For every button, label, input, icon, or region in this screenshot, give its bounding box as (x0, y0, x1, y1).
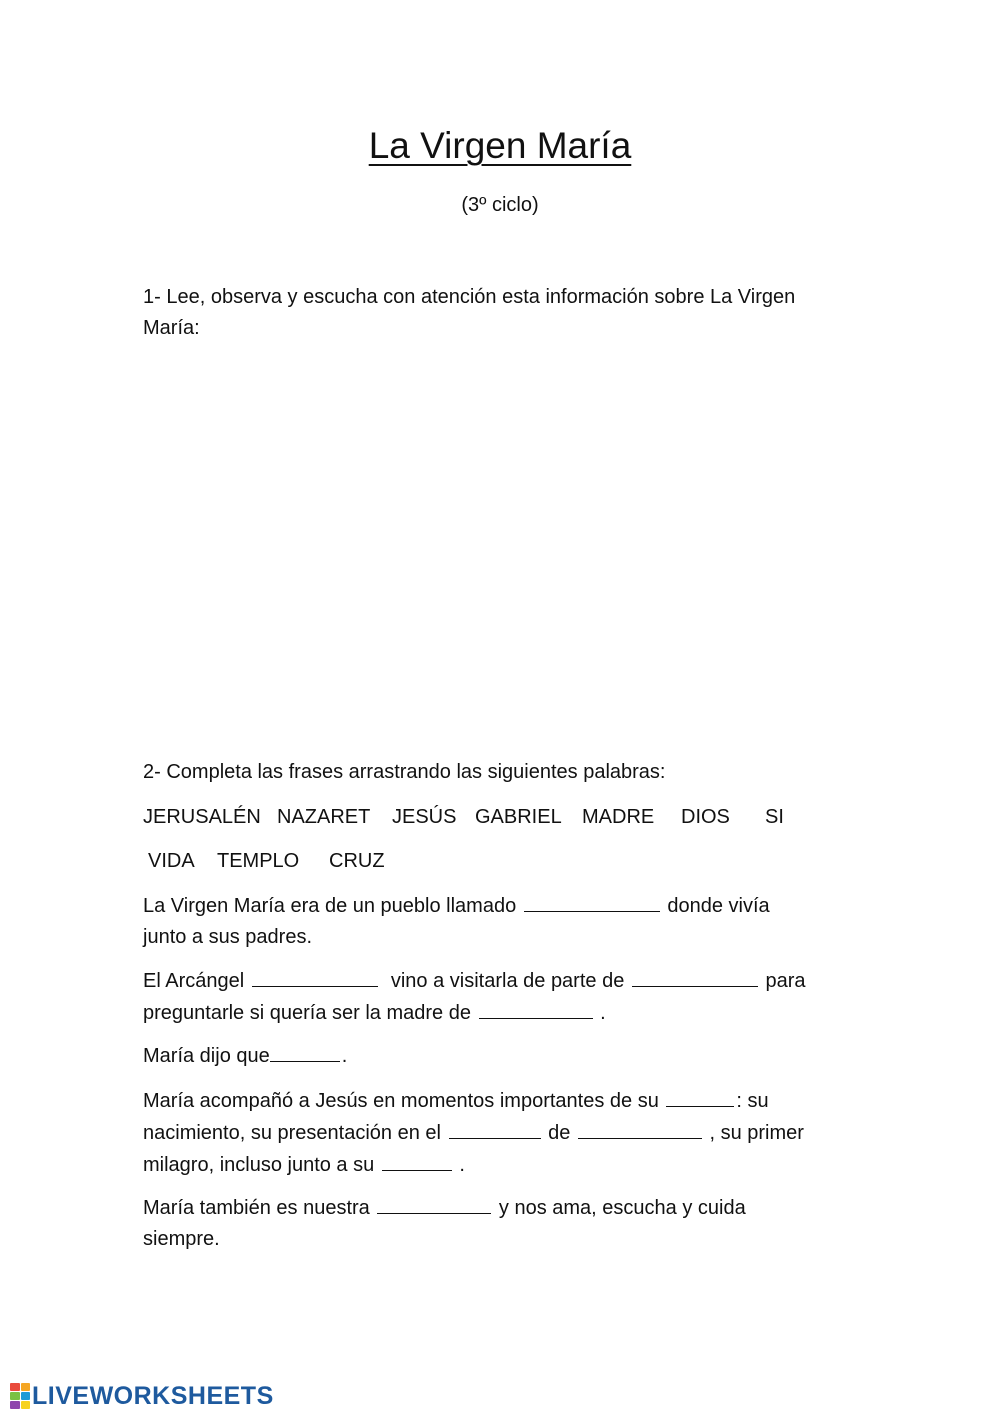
word-chip-templo[interactable]: TEMPLO (217, 850, 300, 872)
sentence-2-text-b: vino a visitarla de parte de (390, 970, 625, 992)
page-subtitle: (3º ciclo) (461, 194, 539, 216)
title-text: La Virgen María (368, 125, 632, 166)
word-chip-vida[interactable]: VIDA (148, 850, 195, 872)
sentence-4-text-g: . (459, 1154, 465, 1176)
sentence-2-text-c: para (765, 970, 806, 992)
blank-madre[interactable] (377, 1192, 491, 1214)
sentence-1-text-a: La Virgen María era de un pueblo llamado (143, 895, 517, 917)
sentence-5-text-a: María también es nuestra (143, 1197, 370, 1219)
word-chip-gabriel[interactable]: GABRIEL (475, 806, 562, 828)
sentence-3-text-a: María dijo que (143, 1045, 270, 1067)
word-chip-nazaret[interactable]: NAZARET (277, 806, 371, 828)
sentence-1-text-c: junto a sus padres. (143, 926, 312, 948)
liveworksheets-brand: LIVEWORKSHEETS (32, 1381, 274, 1410)
blank-si[interactable] (270, 1040, 340, 1062)
blank-cruz[interactable] (382, 1149, 452, 1171)
liveworksheets-logo-icon (10, 1383, 30, 1409)
sentence-2-text-d: preguntarle si quería ser la madre de (143, 1002, 471, 1024)
sentence-4-text-c: nacimiento, su presentación en el (143, 1122, 441, 1144)
blank-gabriel[interactable] (252, 965, 378, 987)
sentence-4-text-a: María acompañó a Jesús en momentos importantes de su (143, 1090, 659, 1112)
blank-jesus[interactable] (479, 997, 593, 1019)
sentence-5-text-b: y nos ama, escucha y cuida (498, 1197, 746, 1219)
word-bank-row-1 (143, 802, 843, 832)
blank-jerusalen[interactable] (578, 1117, 702, 1139)
sentence-1 (143, 890, 843, 953)
word-chip-cruz[interactable]: CRUZ (329, 850, 385, 872)
sentence-2-text-e: . (600, 1002, 606, 1024)
question-1-line-1: 1- Lee, observa y escucha con atención esta información sobre La Virgen (143, 286, 796, 308)
sentence-5 (143, 1192, 843, 1255)
sentence-4-text-e: , su primer (709, 1122, 804, 1144)
page-title (0, 122, 1000, 170)
liveworksheets-footer[interactable] (10, 1380, 274, 1412)
sentence-5-text-c: siempre. (143, 1228, 220, 1250)
blank-templo[interactable] (449, 1117, 541, 1139)
question-1 (143, 282, 843, 344)
word-chip-dios[interactable]: DIOS (681, 806, 730, 828)
sentence-2-text-a: El Arcángel (143, 970, 245, 992)
media-placeholder (143, 360, 843, 730)
blank-dios[interactable] (632, 965, 758, 987)
sentence-4-text-d: de (548, 1122, 571, 1144)
sentence-4 (143, 1085, 843, 1181)
word-chip-madre[interactable]: MADRE (582, 806, 655, 828)
sentence-3-text-b: . (341, 1045, 348, 1067)
sentence-2 (143, 965, 843, 1029)
question-1-line-2: María: (143, 317, 200, 339)
blank-nazaret[interactable] (524, 890, 660, 912)
word-bank-row-2 (143, 846, 843, 876)
blank-vida[interactable] (666, 1085, 734, 1107)
sentence-3 (143, 1040, 843, 1072)
word-chip-jesus[interactable]: JESÚS (392, 806, 457, 828)
sentence-4-text-f: milagro, incluso junto a su (143, 1154, 375, 1176)
word-chip-si[interactable]: SI (765, 806, 784, 828)
word-chip-jerusalen[interactable]: JERUSALÉN (143, 806, 261, 828)
sentence-4-text-b: : su (736, 1090, 769, 1112)
sentence-1-text-b: donde vivía (667, 895, 770, 917)
question-2-instruction: 2- Completa las frases arrastrando las siguientes palabras: (143, 761, 666, 783)
